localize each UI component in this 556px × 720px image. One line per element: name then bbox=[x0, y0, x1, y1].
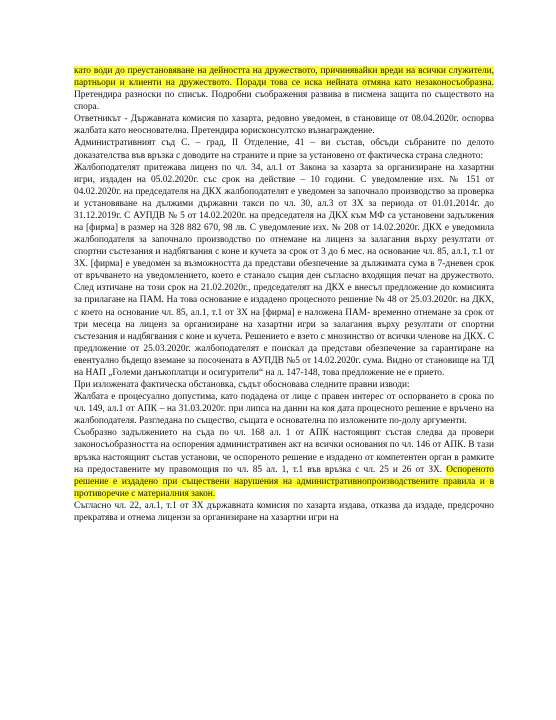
paragraph-respondent: Ответникът - Държавната комисия по хазарта, редовно уведомен, в становище от 08.04.2020г. оспорва жалбата като неоснователна. Претендира юрисконсултско възнаграждение. bbox=[74, 114, 494, 137]
paragraph-legal-conclusions: При изложената фактическа обстановка, съдът обосновава следните правни изводи: bbox=[74, 380, 410, 391]
paragraph-facts: Жалбоподателят притежава лиценз по чл. 34, ал.1 от Закона за хазарта за организиране на хазартни игри, издаден на 05.02.2020г. със срок на действие – 10 години. С уведомление изх. № 151 от 04.02.2020г. на председателя на ДКХ жалбоподателят е уведомен за започнало производство за проверка и установяване на дължими държавни такси по чл. 30, ал.3 от ЗХ за периода от 01.01.2014г. до 31.12.2019г. С АУПДВ № 5 от 14.02.2020г. на председателя на ДКХ към МФ са установени задължения на [фирма] в размер на 328 882 670, 98 лв. С уведомление изх. № 208 от 14.02.2020г. ДКХ е уведомила жалбоподателя за започнало производство по отнемане на лиценз за залагания върху резултати от спортни състезания и надбягвания с коне и кучета за срок от 3 до 6 мес. на основание чл. 85, ал.1, т.1 от ЗХ. [фирма] е уведомен за възможността да представи обезпечение за дължимата сума в 7-дневен срок от връчването на уведомлението, което е станало същия ден съгласно входящия печат на дружеството. След изтичане на този срок на 21.02.2020г., председателят на ДКХ е внесъл предложение до комисията за прилагане на ПАМ. На това основание е издадено процесното решение № 48 от 25.03.2020г. на ДКХ, с което на основание чл. 85, ал.1, т.1 от ЗХ на [фирма] е наложена ПАМ- временно отнемане за срок от три месеца на лиценз за организиране на хазартни игри за залагания върху резултати от спортни състезания и надбягвания с коне и кучета. Решението е взето с мнозинство от всички членове на ДКХ. С предложение от 25.03.2020г. жалбоподателят е поискал да представи обезпечение за гарантиране на евентуално бъдещо вземане за посочената в АУПДВ №5 от 14.02.2020г. сума. Видно от становище на ТД на НАП „Големи данъкоплатци и осигурители“ на л. 147-148, това предложение не е прието. bbox=[74, 162, 494, 378]
paragraph-art22: Съгласно чл. 22, ал.1, т.1 от ЗХ държавната комисия по хазарта издава, отказва да издаде, предсрочно прекратява и отнема лицензи за организиране на хазартни игри на bbox=[74, 500, 494, 523]
paragraph-text: Претендира разноски по списък. Подробни съображения развива в писмена защита по съществото на спора. bbox=[74, 90, 494, 113]
paragraph-text: Съобразно задължението на съда по чл. 168 ал. 1 от АПК настоящият състав следва да провери законосъобразността на оспорения административен акт на всички основания по чл. 146 от АПК. В тази връзка настоящият състав установи, че оспореното решение е издадено от компетентен орган в рамките на предоставените му правомощия по чл. 85 ал. 1, т.1 във връзка с чл. 25 и 26 от ЗХ. bbox=[74, 428, 494, 475]
highlighted-text: като води до преустановяване на дейността на дружеството, причинявайки вреди на всички служители, партньори и клиенти на дружеството. Поради това се иска нейната отмяна като незаконосъобразна. bbox=[74, 66, 494, 89]
paragraph-admissibility: Жалбата е процесуално допустима, като подадена от лице с правен интерес от оспорването в срока по чл. 149, ал.1 от АПК – на 31.03.2020г. при липса на данни на коя дата процесното решение е връчено на жалбоподателя. Разгледана по същество, същата е основателна по изложените по-долу аргументи. bbox=[74, 392, 494, 427]
paragraph-review bbox=[74, 427, 494, 499]
document-body bbox=[74, 65, 494, 524]
paragraph-court-intro: Административният съд С. – град, II Отделение, 41 – ви състав, обсъди събраните по делото доказателства във връзка с доводите на страните и прие за установено от фактическа страна следното: bbox=[74, 138, 494, 161]
highlighted-text: Оспореното решение е издадено при съществени нарушения на административнопроизводствените правила и в противоречие с материалния закон. bbox=[74, 464, 494, 499]
paragraph-appeal-end bbox=[74, 65, 494, 113]
